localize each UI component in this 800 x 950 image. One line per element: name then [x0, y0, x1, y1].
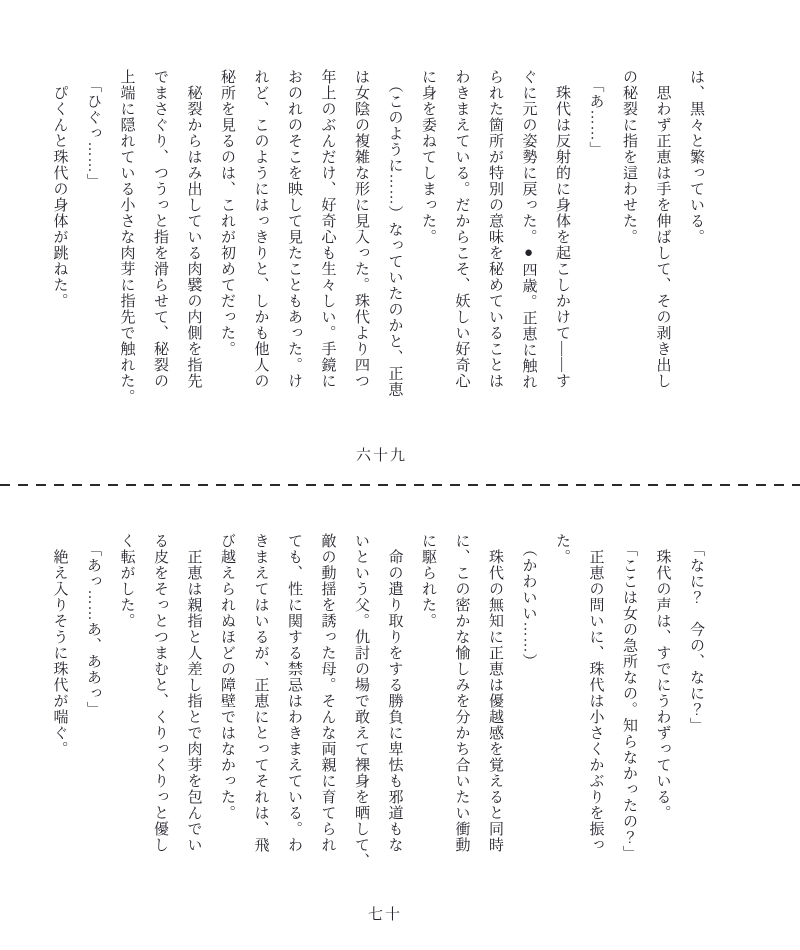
page-69-text-block	[42, 69, 712, 429]
text-column: に身を委ねてしまった。	[420, 69, 436, 245]
text-column: ぐに元の姿勢に戻った。●四歳。正恵に触れ	[520, 69, 537, 390]
text-column: 敵の動揺を誘った母。そんな両親に育てられ	[319, 533, 336, 853]
text-column: でまさぐり、つうっと指を滑らせて、秘裂の	[152, 69, 168, 389]
text-column: は女陰の複雑な形に見入った。珠代より四つ	[353, 69, 369, 389]
text-column: 珠代は反射的に身体を起こしかけて――す	[554, 69, 570, 389]
text-column: 「あっ……あ、ああっ」	[85, 533, 101, 718]
text-column: 命の遣り取りをする勝負に卑怯も邪道もな	[386, 533, 403, 853]
text-column: ぴくんと珠代の身体が跳ねた。	[51, 69, 68, 309]
text-column: きまえてはいるが、正恵にとってそれは、飛	[252, 533, 269, 853]
text-column: おのれのそこを映して見たこともあった。け	[286, 69, 302, 389]
text-column: 珠代の声は、すでにうわずっている。	[654, 533, 671, 821]
text-column: 秘裂からはみ出している肉襞の内側を指先	[185, 69, 202, 389]
text-column: 秘所を見るのは、これが初めてだった。	[219, 69, 235, 357]
text-column: られた箇所が特別の意味を秘めていることは	[487, 69, 503, 389]
text-column: 「ここは女の急所なの。知らなかったの？」	[621, 533, 637, 862]
text-column: 絶え入りそうに珠代が喘ぐ。	[51, 533, 68, 757]
text-column: 「あ……」	[587, 69, 604, 158]
text-column: いという父。仇討の場で敢えて裸身を晒して、	[353, 533, 369, 869]
text-column: 「なに？ 今の、なに？」	[688, 533, 704, 734]
page-number-69: 六十九	[356, 448, 408, 464]
text-column: く転がした。	[118, 533, 135, 629]
text-column: 上端に隠れている小さな肉芽に指先で触れた。	[118, 69, 135, 405]
text-column: ても、性に関する禁忌はわきまえている。わ	[286, 533, 302, 853]
page-70-text-block	[42, 533, 712, 893]
text-column: 正恵は親指と人差し指とで肉芽を包んでい	[185, 533, 202, 853]
text-column: 正恵の問いに、珠代は小さくかぶりを振っ	[587, 533, 604, 853]
text-column: れど、このようにはっきりと、しかも他人の	[252, 69, 269, 389]
text-column: （このように……）なっていたのかと、正恵	[386, 69, 403, 398]
text-column: （かわいい……）	[520, 533, 537, 670]
text-column: た。	[554, 533, 570, 565]
text-column: に駆られた。	[420, 533, 436, 629]
text-column: は、黒々と繁っている。	[688, 69, 704, 245]
page-70	[0, 486, 800, 950]
text-column: わきまえている。だからこそ、妖しい好奇心	[453, 69, 470, 389]
page-number-70: 七十	[368, 907, 403, 923]
text-column: 珠代の無知に正恵は優越感を覚えると同時	[487, 533, 503, 853]
text-column: に、この密かな愉しみを分かち合いたい衝動	[453, 533, 470, 853]
text-column: 「ひぐっ……」	[85, 69, 101, 190]
text-column: の秘裂に指を這わせた。	[621, 69, 637, 245]
text-column: る皮をそっとつまむと、くりっくりっと優し	[152, 533, 168, 853]
text-column: び越えられぬほどの障壁ではなかった。	[219, 533, 235, 821]
text-column: 思わず正恵は手を伸ばして、その剥き出し	[654, 69, 671, 389]
text-column: 年上のぶんだけ、好奇心も生々しい。手鏡に	[319, 69, 336, 389]
